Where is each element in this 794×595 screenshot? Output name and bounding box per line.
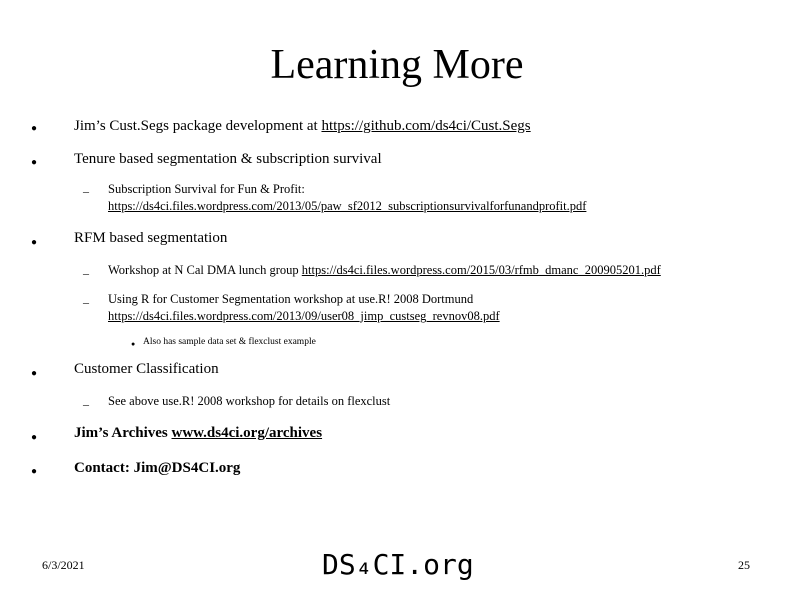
bullet-5: ● [31,432,38,443]
archives-link[interactable]: www.ds4ci.org/archives [171,425,323,441]
subitem-text: Workshop at N Cal DMA lunch group [108,263,302,277]
footer-logo: DS₄CI.org [322,548,474,581]
bullet-3-2-1: ● [131,340,136,348]
list-item-rfm: RFM based segmentation [74,230,228,246]
page-number: 25 [738,558,750,572]
dash-3-2: – [83,295,89,309]
subitem-text: Subscription Survival for Fun & Profit: [108,182,305,196]
user08-link[interactable]: https://ds4ci.files.wordpress.com/2013/09/user08_jimp_custseg_revnov08.pdf [108,309,500,323]
item-text: Jim’s Cust.Segs package development at [74,118,322,134]
subitem-subscription-survival [108,181,586,215]
bullet-4: ● [31,368,38,379]
subitem-dma-workshop [108,262,661,279]
footer-date: 6/3/2021 [42,558,85,572]
subscription-survival-link[interactable]: https://ds4ci.files.wordpress.com/2013/05/paw_sf2012_subscriptionsurvivalforfunandprofit.pdf [108,199,587,213]
subitem-flexclust: See above use.R! 2008 workshop for details on flexclust [108,394,391,408]
list-item-tenure: Tenure based segmentation & subscription survival [74,151,382,167]
subitem-user-workshop [108,291,500,325]
rfm-dma-link[interactable]: https://ds4ci.files.wordpress.com/2015/03/rfmb_dmanc_200905201.pdf [301,263,661,277]
list-item-contact: Contact: Jim@DS4CI.org [74,460,241,476]
dash-3-1: – [83,266,89,280]
slide-title: Learning More [270,42,524,88]
item-text: Jim’s Archives [74,425,172,441]
dash-4-1: – [83,397,89,411]
list-item-archives [74,424,322,442]
github-link[interactable]: https://github.com/ds4ci/Cust.Segs [321,118,531,134]
bullet-3: ● [31,237,38,248]
list-item-classification: Customer Classification [74,361,219,377]
subitem-text: Using R for Customer Segmentation workshop at use.R! 2008 Dortmund [108,292,474,306]
list-item-cust-segs [74,117,531,135]
bullet-1: ● [31,123,38,134]
dash-2-1: – [83,184,89,198]
bullet-2: ● [31,157,38,168]
subsubitem-sample-data: Also has sample data set & flexclust example [143,337,316,347]
bullet-6: ● [31,466,38,477]
